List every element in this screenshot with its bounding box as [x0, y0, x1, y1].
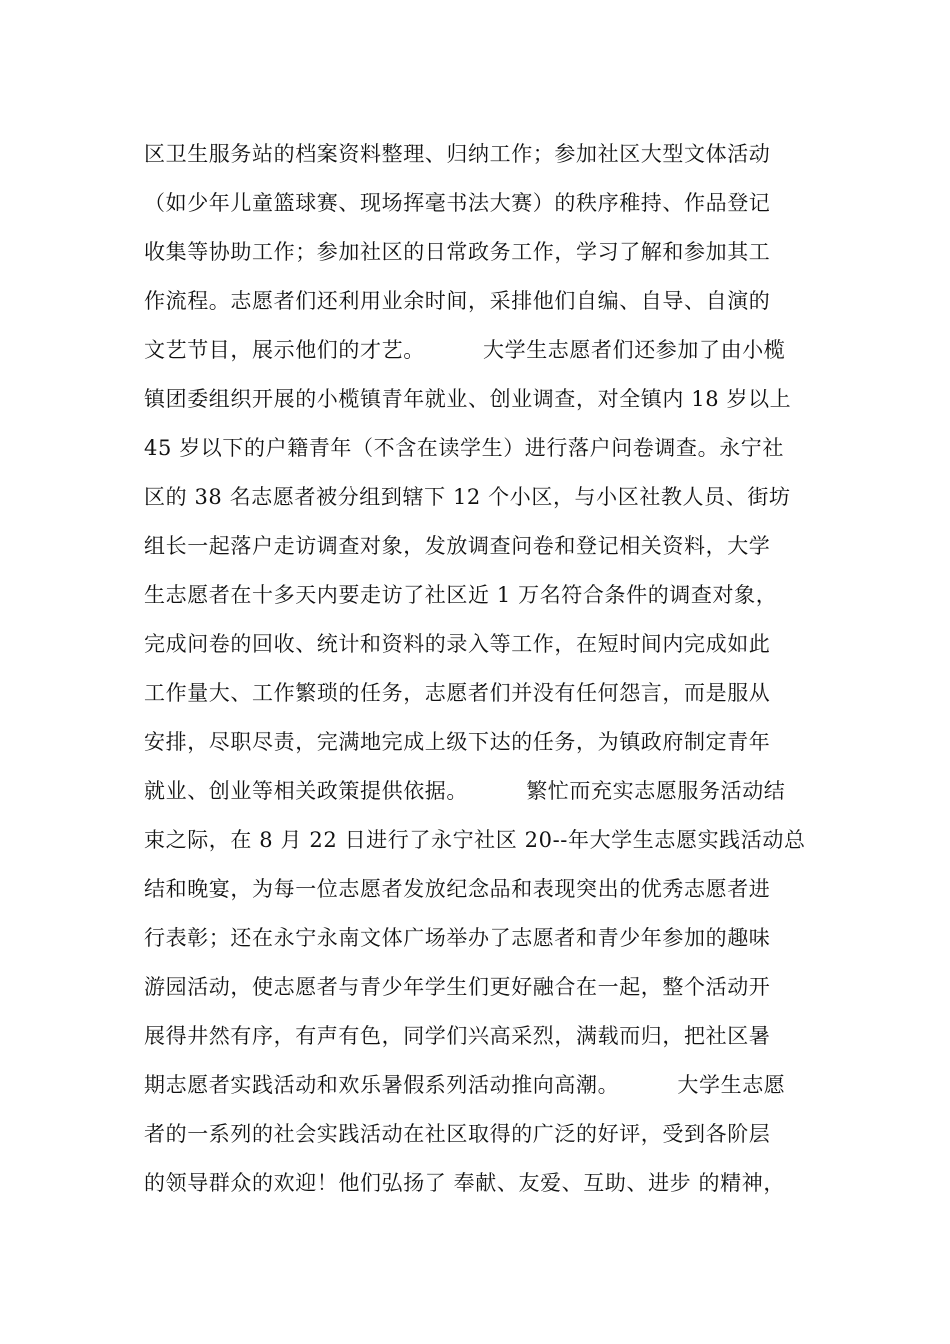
text-line: 镇团委组织开展的小榄镇青年就业、创业调查，对全镇内 18 岁以上 [144, 387, 792, 411]
text-line: 文艺节目，展示他们的才艺。 大学生志愿者们还参加了由小榄 [144, 338, 786, 362]
text-line: 组长一起落户走访调查对象，发放调查问卷和登记相关资料，大学 [144, 534, 771, 558]
text-line: 的领导群众的欢迎！他们弘扬了 奉献、友爱、互助、进步 的精神， [144, 1171, 785, 1195]
text-line: （如少年儿童篮球赛、现场挥毫书法大赛）的秩序稚持、作品登记 [144, 191, 771, 215]
text-line: 行表彰；还在永宁永南文体广场举办了志愿者和青少年参加的趣味 [144, 926, 771, 950]
text-line: 45 岁以下的户籍青年（不含在读学生）进行落户问卷调查。永宁社 [144, 436, 784, 460]
text-line: 生志愿者在十多天内要走访了社区近 1 万名符合条件的调查对象， [144, 583, 778, 607]
text-line: 期志愿者实践活动和欢乐暑假系列活动推向高潮。 大学生志愿 [144, 1073, 786, 1097]
text-line: 安排，尽职尽责，完满地完成上级下达的任务，为镇政府制定青年 [144, 730, 771, 754]
text-line: 束之际，在 8 月 22 日进行了永宁社区 20--年大学生志愿实践活动总 [144, 828, 806, 852]
text-line: 完成问卷的回收、统计和资料的录入等工作，在短时间内完成如此 [144, 632, 771, 656]
text-line: 区卫生服务站的档案资料整理、归纳工作；参加社区大型文体活动 [144, 142, 771, 166]
text-line: 收集等协助工作；参加社区的日常政务工作，学习了解和参加其工 [144, 240, 771, 264]
text-line: 区的 38 名志愿者被分组到辖下 12 个小区，与小区社教人员、街坊 [144, 485, 791, 509]
text-line: 就业、创业等相关政策提供依据。 繁忙而充实志愿服务活动结 [144, 779, 786, 803]
text-line: 作流程。志愿者们还利用业余时间，采排他们自编、自导、自演的 [144, 289, 771, 313]
text-line: 工作量大、工作繁琐的任务，志愿者们并没有任何怨言，而是服从 [144, 681, 771, 705]
body-text [144, 130, 844, 1208]
text-line: 游园活动，使志愿者与青少年学生们更好融合在一起，整个活动开 [144, 975, 771, 999]
text-line: 者的一系列的社会实践活动在社区取得的广泛的好评，受到各阶层 [144, 1122, 771, 1146]
text-line: 展得井然有序，有声有色，同学们兴高采烈，满载而归，把社区暑 [144, 1024, 771, 1048]
text-line: 结和晚宴，为每一位志愿者发放纪念品和表现突出的优秀志愿者进 [144, 877, 771, 901]
